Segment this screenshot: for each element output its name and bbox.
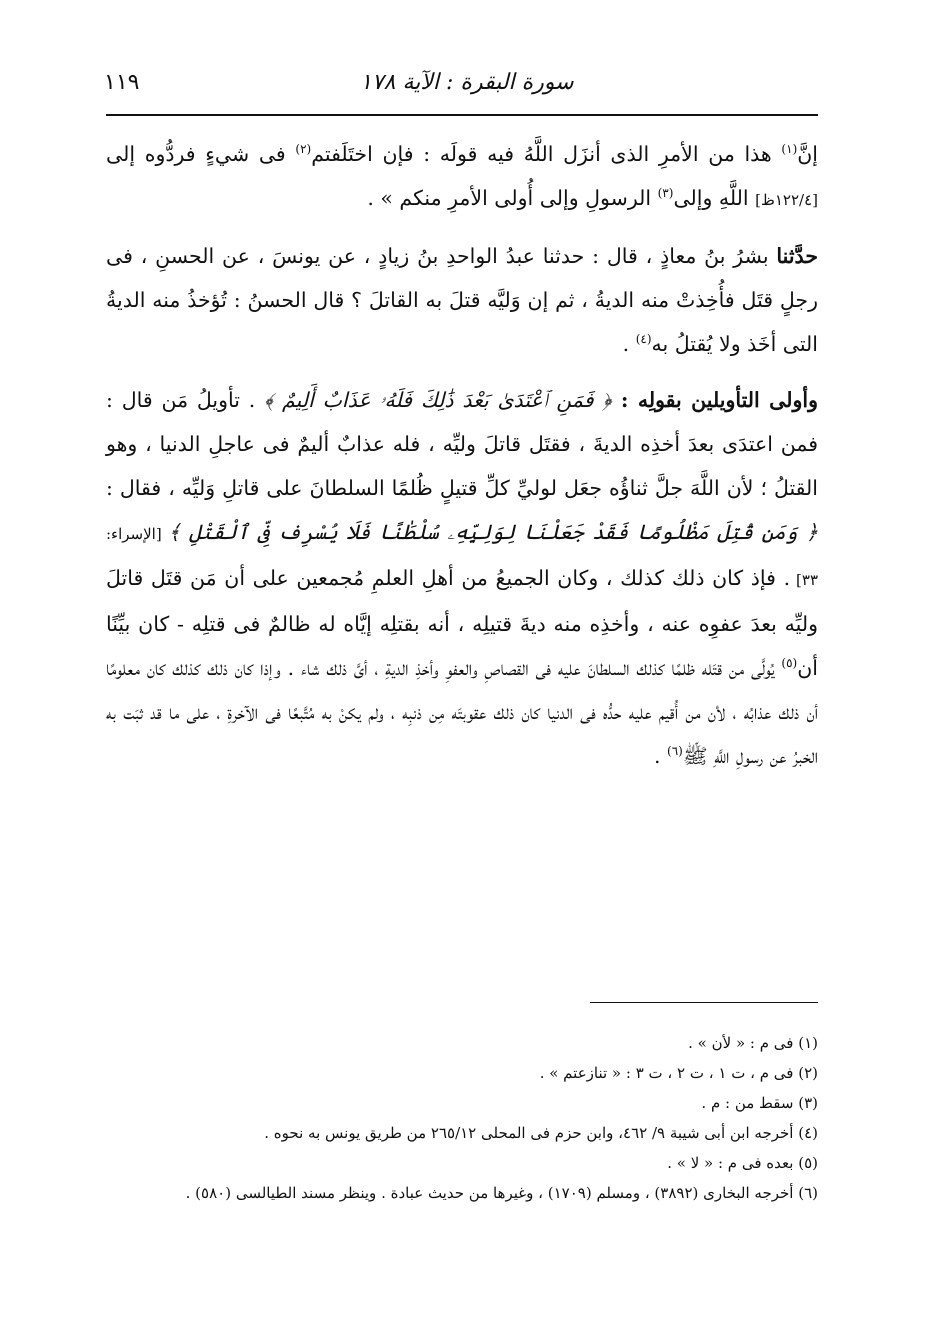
footnote-mark: (١) [781,142,798,157]
running-title: سورة البقرة : الآية ١٧٨ [360,70,574,95]
text-run: . فإذ كان ذلك كذلك ، وكان الجميعُ من أهلِ العلمِ مُجمعين على أن مَن قتَل قاتلَ وليِّه بعدَ عفوِه عنه ، وأخذِه منه ديةَ قتيلِه ، أنه بقتلِه إيَّاه له ظالمٌ فى قتلِه - كان بيِّنًا أن [106,566,818,680]
footnote: (٦) أخرجه البخارى (٣٨٩٢) ، ومسلم (١٧٠٩) ، وغيرها من حديث عبادة . وينظر مسند الطيالسى (٥٨٠) . [185,1184,818,1202]
footnote-mark: (٦) [667,744,683,759]
text-run: فى شيءٍ فردُّوه إلى [106,142,296,166]
footnotes [106,1028,818,1208]
footnote: (٥) بعده فى م : « لا » . [667,1154,818,1172]
paragraph-lead: حدَّثنا [776,244,818,268]
text-run: بشرُ بنُ معاذٍ ، قال : حدثنا عبدُ الواحدِ بنُ زيادٍ ، عن يونسَ ، عن الحسنِ ، فى رجلٍ قتَل فأُخِذتْ منه الديةُ ، ثم إن وَليَّه قتلَ به القاتلَ ؟ قال الحسنُ : تُؤخذُ منه الديةُ التى أخَذ ولا يُقتلُ به [106,244,818,356]
footnote: (٤) أخرجه ابن أبى شيبة ٩/ ٤٦٢، وابن حزم فى المحلى ٢٦٥/١٢ من طريق يونس به نحوه . [264,1124,818,1142]
manuscript-ref: [١٢٢/٤ظ] [755,191,818,209]
text-run: . [622,332,636,356]
page-number: ١١٩ [104,70,140,95]
running-head [100,66,820,106]
text-run: اللَّهِ وإلى [673,186,756,210]
verse-ref: [الإسراء: ٣٣] [106,525,819,589]
footnote-mark: (٥) [781,656,798,671]
quran-verse: ﴿ فَمَنِ ٱعْتَدَىٰ بَعْدَ ذَٰلِكَ فَلَهُۥ عَذَابٌ أَلِيمٌ ﴾ [264,388,612,412]
footnote: (٣) سقط من : م . [701,1094,818,1112]
text-run: يُولَّى من قتَله ظلمًا كذلك السلطانَ عليه فى القصاصِ والعفوِ وأخذِ الديةِ ، أىَّ ذلك شاء . وإذا كان ذلك كذلك كان معلومًا أن ذلك عذابُه ، لأن من أُقيم عليه حدُّه فى الدنيا كان ذلك عقوبتَه مِن ذنبِه ، ولم يكنْ به مُتَّبعًا فى الآخرةِ ، على ما قد ثبَت به الخبرُ عن رسولِ اللَّهِ ﷺ [106,656,818,768]
text-run: إنَّ [797,142,819,166]
footnote: (١) فى م : « لأن » . [688,1034,818,1052]
footnote-mark: (٤) [635,332,652,347]
quran-verse: ﴿ وَمَن قُتِلَ مَظْلُومًا فَقَدْ جَعَلْنَا لِوَلِيِّهِۦ سُلْطَٰنًا فَلَا يُسْرِف فِّى ٱلْقَتْلِ ﴾ [168,520,818,544]
text-run: الرسولِ وإلى أُولى الأمرِ منكم » . [367,186,658,210]
footnote-rule [590,1002,818,1003]
footnote: (٢) فى م ، ت ١ ، ت ٢ ، ت ٣ : « تنازعتم » . [539,1064,818,1082]
paragraph-3 [106,378,818,778]
footnote-mark: (٢) [295,142,312,157]
footnote-mark: (٣) [657,186,674,201]
paragraph-lead: وأولى التأويلين بقولِه : [611,388,818,412]
header-rule [106,114,818,116]
paragraph-1 [106,132,818,222]
text-run: . تأويلُ مَن قال : فمن اعتدَى بعدَ أخذِه الديةَ ، فقتَل قاتلَ وليِّه ، فله عذابٌ أليمٌ فى عاجلِ الدنيا ، وهو القتلُ ؛ لأن اللَّهَ جلَّ ثناؤُه جعَل لوليِّ كلِّ قتيلٍ ظُلمًا السلطانَ على قاتلِ وَليِّه ، فقال : [106,388,818,500]
text-run: هذا من الأمرِ الذى أنزَل اللَّهُ فيه قولَه : فإن اختَلَفتم [311,142,782,166]
paragraph-2 [106,234,818,366]
text-run: . [653,744,667,768]
body-text [106,132,818,790]
